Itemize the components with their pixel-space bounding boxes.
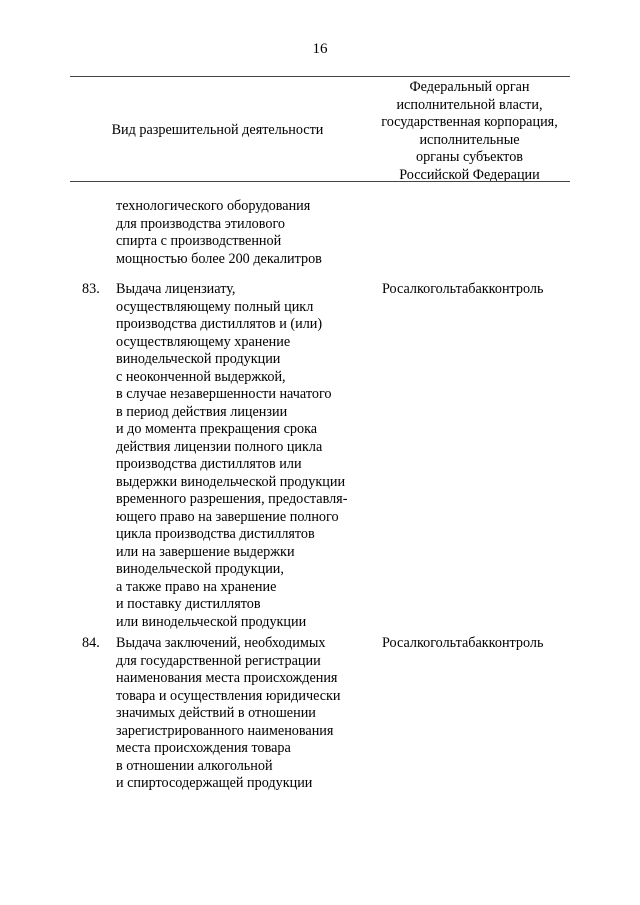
text-line: зарегистрированного наименования (116, 722, 334, 739)
row-number: 84. (82, 635, 100, 651)
continuation-description (116, 198, 376, 268)
text-line: осуществляющему полный цикл (116, 298, 314, 315)
text-line: и до момента прекращения срока (116, 421, 318, 437)
text-line: или на завершение выдержки (116, 543, 295, 560)
text-line: для государственной регистрации (116, 652, 321, 669)
text-line: товара и осуществления юридически (116, 687, 341, 704)
text-line: осуществляющему хранение (116, 333, 291, 350)
row-agency: Росалкогольтабакконтроль (382, 635, 544, 651)
text-line: цикла производства дистиллятов (116, 526, 315, 542)
header-line: органы субъектов (415, 149, 523, 165)
text-line: в отношении алкогольной (116, 757, 273, 774)
text-line: производства дистиллятов и (или) (116, 316, 323, 332)
text-line: винодельческой продукции, (116, 561, 284, 577)
header-line: исполнительные (419, 131, 520, 148)
text-line: места происхождения товара (116, 740, 291, 756)
row-description (116, 281, 376, 631)
text-line: технологического оборудования (116, 198, 311, 214)
header-line: государственная корпорация, (381, 114, 558, 130)
page-number: 16 (312, 41, 328, 57)
text-line: или винодельческой продукции (116, 613, 307, 630)
text-line: винодельческой продукции (116, 351, 281, 367)
header-line: Российской Федерации (399, 166, 540, 183)
text-line: производства дистиллятов или (116, 456, 302, 472)
text-line: действия лицензии полного цикла (116, 438, 323, 455)
text-line: спирта с производственной (116, 233, 282, 249)
row-agency: Росалкогольтабакконтроль (382, 281, 544, 297)
text-line: и спиртосодержащей продукции (116, 775, 313, 791)
text-line: Выдача заключений, необходимых (116, 635, 326, 651)
header-line: Федеральный орган (409, 79, 530, 95)
text-line: Выдача лицензиату, (116, 281, 236, 297)
text-line: с неоконченной выдержкой, (116, 368, 286, 385)
header-line: исполнительной власти, (396, 96, 543, 113)
text-line: для производства этилового (116, 215, 286, 232)
text-line: в случае незавершенности начатого (116, 386, 332, 402)
column-header-activity: Вид разрешительной деятельности (111, 122, 324, 138)
column-header-authority (369, 79, 570, 184)
text-line: значимых действий в отношении (116, 705, 316, 721)
table-header-bottom-rule (70, 181, 570, 182)
table-top-rule (70, 76, 570, 77)
text-line: а также право на хранение (116, 578, 277, 595)
text-line: выдержки винодельческой продукции (116, 473, 346, 490)
text-line: временного разрешения, предоставля- (116, 491, 348, 507)
row-number: 83. (82, 281, 100, 297)
text-line: в период действия лицензии (116, 403, 288, 420)
text-line: ющего право на завершение полного (116, 508, 339, 525)
row-description (116, 635, 376, 793)
text-line: наименования места происхождения (116, 670, 338, 686)
text-line: мощностью более 200 декалитров (116, 250, 322, 267)
text-line: и поставку дистиллятов (116, 596, 261, 612)
